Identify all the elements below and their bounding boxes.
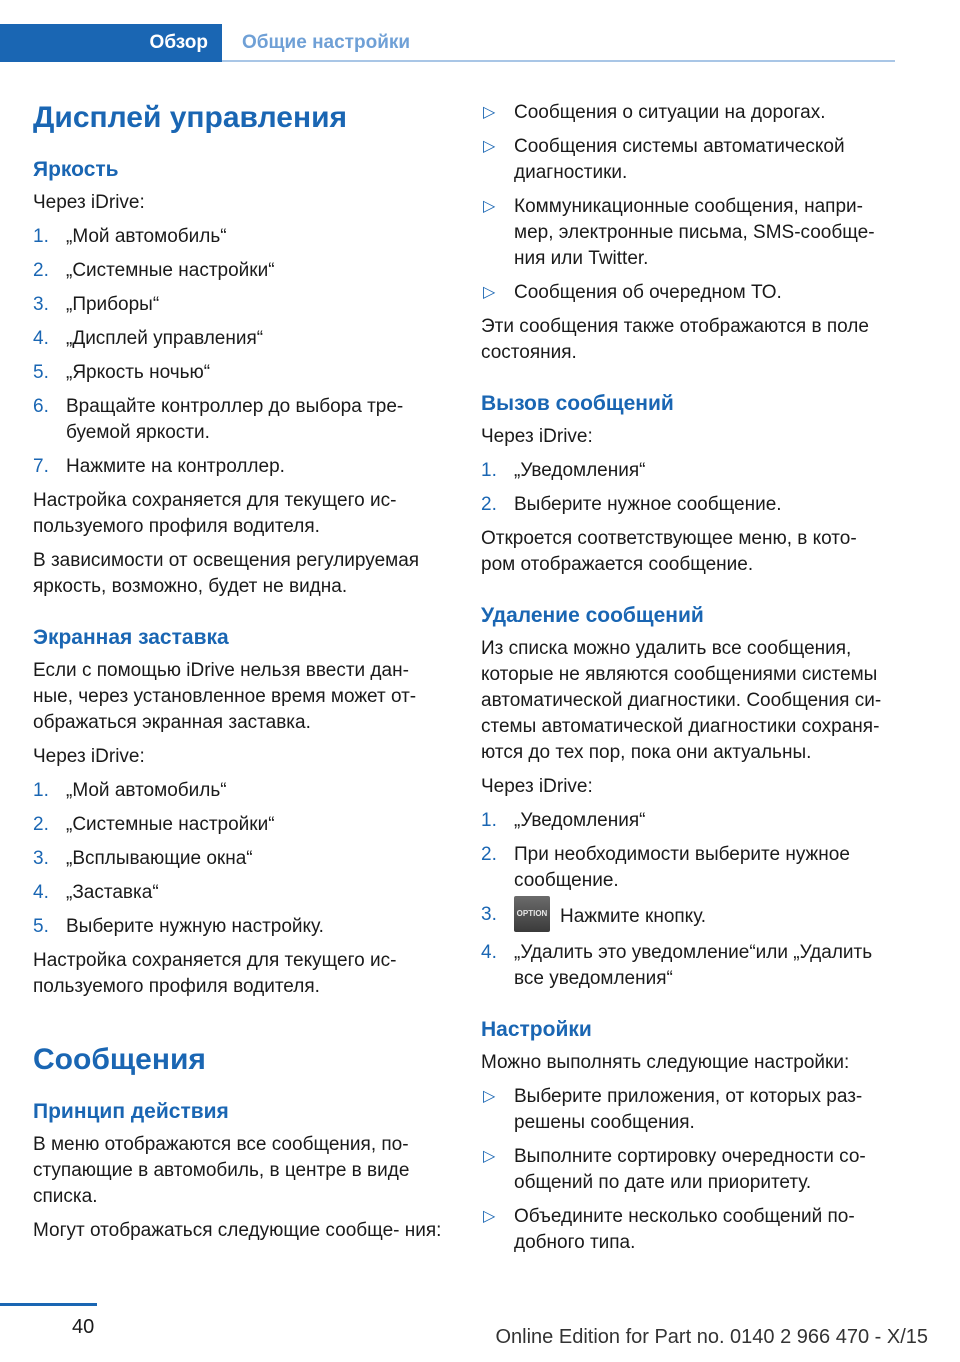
list-item: 2. Выберите нужное сообщение. [481,494,782,515]
list-item: 2. „Системные настройки“ [33,260,275,281]
via-idrive: Через iDrive: [33,746,145,767]
triangle-bullet-icon: ▷ [483,1088,496,1105]
right-column [481,100,891,1264]
call-steps [481,458,891,518]
via-idrive: Через iDrive: [481,426,593,447]
triangle-bullet-icon: ▷ [483,138,496,155]
page-number: 40 [72,1316,95,1338]
list-item: ▷ Сообщения об очередном ТО. [481,280,891,306]
footer-edition: Online Edition for Part no. 0140 2 966 470 - X/15 [495,1326,928,1348]
screensaver-steps [33,778,443,940]
list-item: 5. Выберите нужную настройку. [33,916,324,937]
via-idrive: Через iDrive: [481,776,593,797]
list-item: 1. „Уведомления“ [481,810,646,831]
message-types-list [481,100,891,306]
list-item: ▷ Объедините несколько сообщений по‐ добного типа. [483,1206,855,1253]
list-item: ▷ Выполните сортировку очередности со‐ общений по дате или приоритету. [483,1146,866,1193]
triangle-bullet-icon: ▷ [483,1148,496,1165]
list-item: 1. „Мой автомобиль“ [33,226,227,247]
list-item: 6. Вращайте контроллер до выбора тре‐ буемой яркости. [33,396,404,443]
list-item: 2. При необходимости выберите нужное сообщение. [481,844,850,891]
subtitle-call-messages: Вызов сообщений [481,392,674,415]
triangle-bullet-icon: ▷ [483,1208,496,1225]
principle-text: В меню отображаются все сообщения, по‐ ступающие в автомобиль, в центре в виде списка. [33,1134,410,1207]
list-item: 3. „Всплывающие окна“ [33,848,253,869]
note-brightness-visibility: В зависимости от освещения регулируемая яркость, возможно, будет не видна. [33,550,420,597]
via-idrive: Через iDrive: [33,192,145,213]
subtitle-settings: Настройки [481,1018,592,1041]
list-item: 7. Нажмите на контроллер. [33,456,285,477]
triangle-bullet-icon: ▷ [483,104,496,121]
brightness-steps [33,224,443,480]
subtitle-principle: Принцип действия [33,1100,229,1123]
list-item: 1. „Уведомления“ [481,460,646,481]
list-item: 3. „Приборы“ [33,294,160,315]
list-item: 1. „Мой автомобиль“ [33,780,227,801]
subtitle-delete-messages: Удаление сообщений [481,604,704,627]
list-item: ▷ Выберите приложения, от которых раз‐ решены сообщения. [483,1086,863,1133]
list-item: 4. „Дисплей управления“ [33,328,264,349]
delete-steps [481,808,891,992]
subtitle-brightness: Яркость [33,158,119,181]
option-button-icon: OPTION [514,896,550,932]
note-profile: Настройка сохраняется для текущего ис‐ пользуемого профиля водителя. [33,490,397,537]
list-item: 4. „Удалить это уведомление“или „Удалить все уведомления“ [481,942,873,989]
call-note: Откроется соответствующее меню, в кото‐ ром отображается сообщение. [481,528,857,575]
tab-general-settings[interactable]: Общие настройки [242,32,411,53]
settings-intro: Можно выполнять следующие настройки: [481,1052,850,1073]
list-item: ▷ Сообщения о ситуации на дорогах. [481,100,891,126]
section-title-display: Дисплей управления [33,101,348,134]
note-profile: Настройка сохраняется для текущего ис‐ пользуемого профиля водителя. [33,950,397,997]
settings-list [481,1084,891,1256]
status-note: Эти сообщения также отображаются в поле состояния. [481,316,869,363]
screensaver-intro: Если с помощью iDrive нельзя ввести дан‐ ные, через установленное время может от‐ ображаться экранная заставка. [33,660,417,733]
list-item: 4. „Заставка“ [33,882,159,903]
delete-intro: Из списка можно удалить все сообщения, которые не являются сообщениями системы автоматической диагностики. Сообщения си‐ стемы автоматической диагностики сохраня‐ ются до тех пор, пока они актуальны. [481,638,882,763]
list-item: 3. OPTION Нажмите кнопку. [481,902,891,932]
subtitle-screensaver: Экранная заставка [33,626,229,649]
list-item: 5. „Яркость ночью“ [33,362,211,383]
triangle-bullet-icon: ▷ [483,284,496,301]
list-item: 2. „Системные настройки“ [33,814,275,835]
section-title-messages: Сообщения [33,1043,206,1076]
list-item: ▷ Коммуникационные сообщения, напри‐ мер, электронные письма, SMS-сообще‐ ния или Twitter. [483,196,875,269]
tab-overview[interactable]: Обзор [0,24,222,62]
header-bar [0,0,960,70]
list-item: ▷ Сообщения системы автоматической диагностики. [483,136,845,183]
triangle-bullet-icon: ▷ [483,198,496,215]
footer-divider [0,1303,97,1306]
principle-text-2: Могут отображаться следующие сообще‐ ния: [33,1220,442,1241]
header-divider [222,60,895,62]
left-column [33,100,443,1252]
